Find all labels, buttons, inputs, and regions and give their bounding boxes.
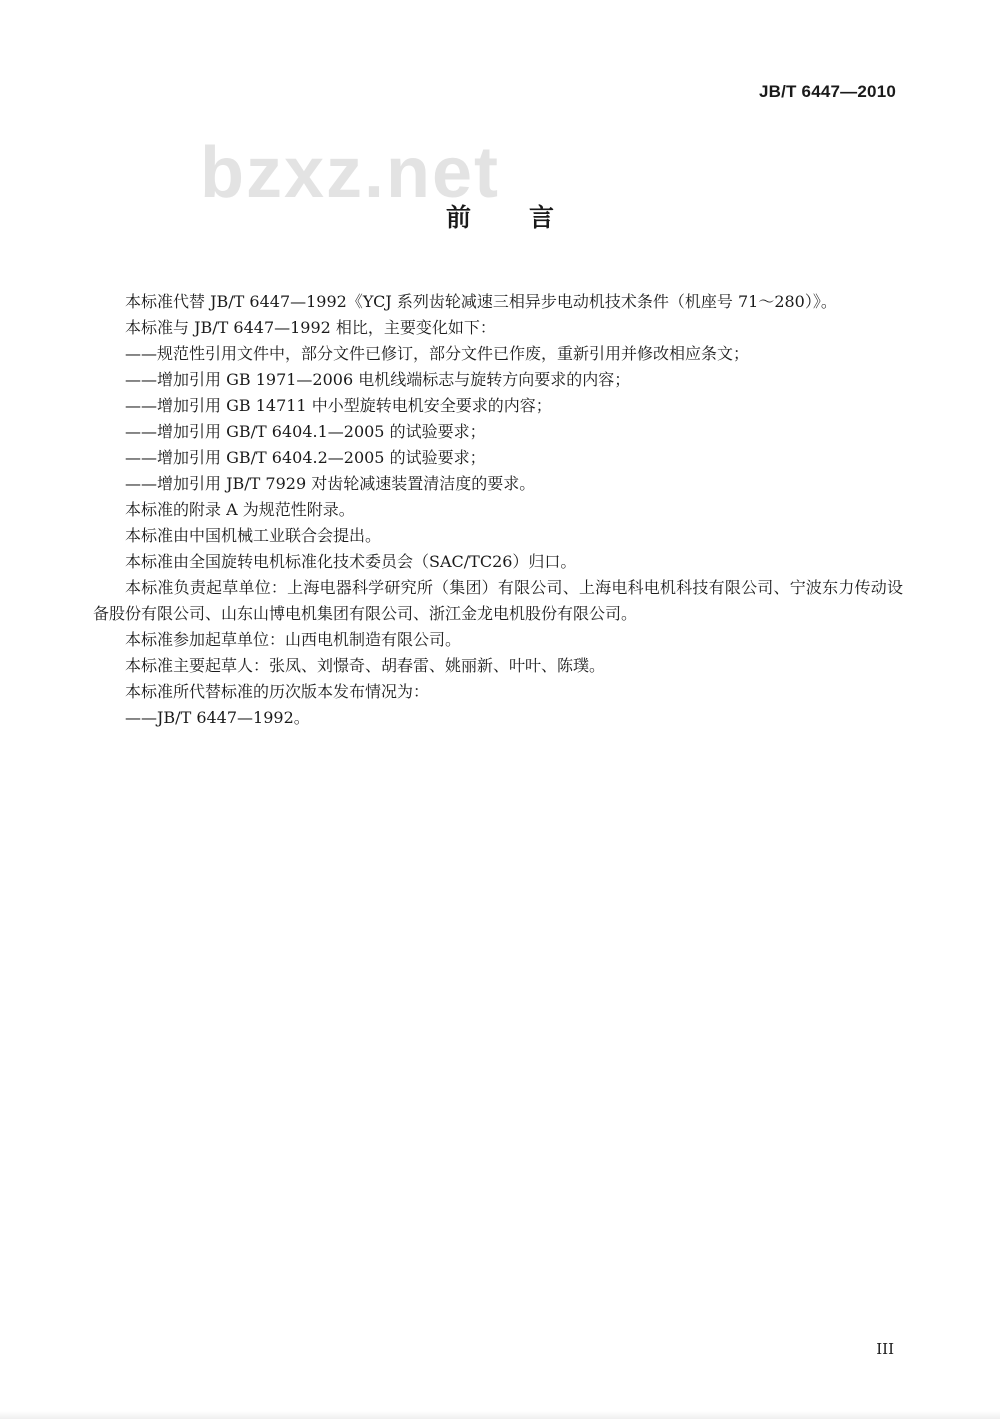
page-title: 前言 bbox=[445, 203, 612, 232]
paragraph-appendix: 本标准的附录 A 为规范性附录。 bbox=[125, 500, 355, 519]
paragraph-proposed-by: 本标准由中国机械工业联合会提出。 bbox=[125, 526, 382, 545]
list-item-previous-edition: ——JB/T 6447—1992。 bbox=[125, 708, 310, 727]
list-item-change: ——增加引用 JB/T 7929 对齿轮减速装置清洁度的要求。 bbox=[125, 474, 536, 493]
list-item-change: ——增加引用 GB 14711 中小型旋转电机安全要求的内容； bbox=[125, 396, 552, 415]
page-number: III bbox=[876, 1340, 894, 1358]
foreword-body bbox=[93, 289, 903, 731]
list-item-change: ——增加引用 GB/T 6404.1—2005 的试验要求； bbox=[125, 422, 486, 441]
list-item-change: ——规范性引用文件中，部分文件已修订，部分文件已作废，重新引用并修改相应条文； bbox=[125, 344, 750, 363]
paragraph-previous-editions: 本标准所代替标准的历次版本发布情况为： bbox=[125, 682, 430, 701]
standard-code: JB/T 6447—2010 bbox=[759, 82, 896, 101]
page-edge-shadow bbox=[0, 1411, 1000, 1419]
list-item-change: ——增加引用 GB 1971—2006 电机线端标志与旋转方向要求的内容； bbox=[125, 370, 631, 389]
paragraph-participating-units: 本标准参加起草单位：山西电机制造有限公司。 bbox=[125, 630, 462, 649]
list-item-change: ——增加引用 GB/T 6404.2—2005 的试验要求； bbox=[125, 448, 486, 467]
paragraph-changes-intro: 本标准与 JB/T 6447—1992 相比，主要变化如下： bbox=[125, 318, 496, 337]
watermark: bzxz.net bbox=[200, 133, 501, 213]
paragraph-drafters: 本标准主要起草人：张凤、刘憬奇、胡春雷、姚丽新、叶叶、陈璞。 bbox=[125, 656, 606, 675]
paragraph-replaces: 本标准代替 JB/T 6447—1992《YCJ 系列齿轮减速三相异步电动机技术条件（机座号 71～280）》。 bbox=[125, 292, 837, 311]
paragraph-drafting-units: 本标准负责起草单位：上海电器科学研究所（集团）有限公司、上海电科电机科技有限公司、宁波东力传动设备股份有限公司、山东山博电机集团有限公司、浙江金龙电机股份有限公司。 bbox=[93, 578, 903, 623]
paragraph-under-jurisdiction: 本标准由全国旋转电机标准化技术委员会（SAC/TC26）归口。 bbox=[125, 552, 577, 571]
